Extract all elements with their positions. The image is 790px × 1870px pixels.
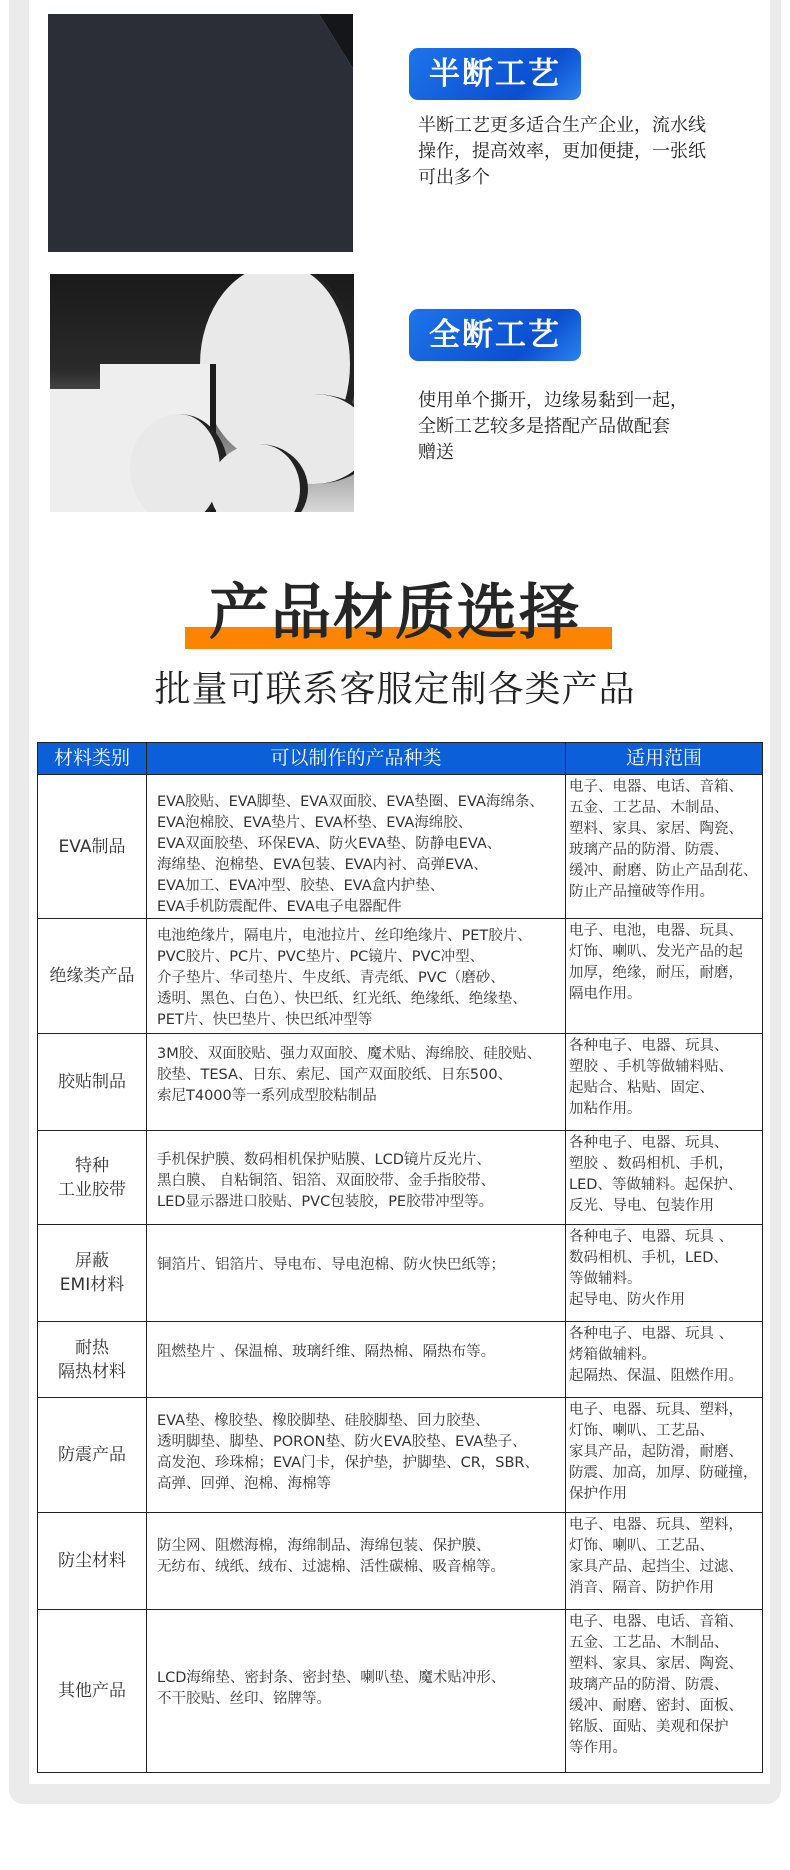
half-cut-product-photo [48,14,353,252]
cell-products [147,1322,566,1398]
table-row [38,1610,763,1773]
cell-scope [566,1034,763,1131]
category-text: 防尘材料 [58,1551,126,1571]
products-text: 3M胶、双面胶贴、强力双面胶、魔术贴、海绵胶、硅胶贴、 胶垫、TESA、日东、索尼、国产双面胶纸、日东500、 索尼T4000等一系列成型胶粘制品 [157,1046,542,1104]
scope-text: 电子、电池，电器、玩具、 灯饰、喇叭、发光产品的起 加厚，绝缘，耐压，耐磨， 隔电作用。 [569,923,743,1002]
category-text: 其他产品 [58,1681,126,1701]
cell-products [147,1398,566,1513]
scope-text: 电子、电器、电话、音箱、 五金、工艺品、木制品、 塑料、家具、家居、陶瓷、 玻璃产品的防滑、防震、 缓冲、耐磨、防止产品刮花、 防止产品撞破等作用。 [569,779,758,900]
cell-products [147,919,566,1034]
full-cut-description: 使用单个撕开，边缘易黏到一起， 全断工艺较多是搭配产品做配套 赠送 [418,390,688,463]
header-scope: 适用范围 [566,743,763,775]
cell-category [38,1398,147,1513]
category-text: 耐热 隔热材料 [58,1337,126,1382]
cell-category [38,919,147,1034]
section-title: 产品材质选择 [209,578,581,648]
products-text: EVA垫、橡胶垫、橡胶脚垫、硅胶脚垫、回力胶垫、 透明脚垫、脚垫、PORON垫、防火EVA胶垫、EVA垫子、 高发泡、珍珠棉；EVA门卡，保护垫，护脚垫、CR，SBR、 高弹、回弹、泡棉、海棉等 [157,1413,539,1492]
header-category: 材料类别 [38,743,147,775]
full-cut-badge: 全断工艺 [409,309,581,361]
cell-category [38,1322,147,1398]
cell-category [38,1610,147,1773]
scope-text: 电子、电器、玩具、塑料， 灯饰、喇叭、工艺品、 家具产品、起挡尘、过滤、 消音、隔音、防护作用 [569,1517,743,1596]
cell-scope [566,1513,763,1610]
scope-text: 电子、电器、玩具、塑料， 灯饰、喇叭、工艺品、 家具产品，起防滑，耐磨、 防震、加高，加厚、防碰撞， 保护作用 [569,1402,758,1502]
cell-products [147,775,566,919]
category-text: EVA制品 [58,836,126,857]
category-text: 屏蔽 EMI材料 [59,1251,125,1295]
half-cut-description: 半断工艺更多适合生产企业，流水线 操作，提高效率，更加便捷，一张纸 可出多个 [418,115,706,188]
table-row [38,919,763,1034]
cell-scope [566,1322,763,1398]
table-row [38,1225,763,1322]
cell-products [147,1131,566,1225]
cell-scope [566,1131,763,1225]
half-cut-badge: 半断工艺 [409,48,581,100]
cell-products [147,1034,566,1131]
cell-category [38,1131,147,1225]
category-text: 特种 工业胶带 [58,1155,126,1200]
products-text: 电池绝缘片，隔电片，电池拉片、丝印绝缘片、PET胶片、 PVC胶片、PC片、PVC垫片、PC镜片、PVC冲型、 介子垫片、华司垫片、牛皮纸、青壳纸、PVC（磨砂、 透明、黑色、白色）、快巴纸、红光纸、绝缘纸、绝缘垫、 PET片、快巴垫片、快巴纸冲型等 [157,928,532,1028]
scope-text: 各种电子、电器、玩具 、 数码相机、手机，LED、 等做辅料。 起导电、防火作用 [569,1229,734,1308]
products-text: 手机保护膜、数码相机保护贴膜、LCD镜片反光片、 黑白膜、 自粘铜箔、铝箔、双面胶带、金手指胶带、 LED显示器进口胶贴、PVC包装胶，PE胶带冲型等。 [157,1152,496,1210]
products-text: 防尘网、阻燃海棉，海绵制品、海绵包装、保护膜、 无纺布、绒纸、绒布、过滤棉、活性碳棉、吸音棉等。 [157,1538,505,1575]
category-text: 绝缘类产品 [49,966,135,986]
cell-products [147,1225,566,1322]
table-row [38,1513,763,1610]
cell-scope [566,1398,763,1513]
cell-products [147,1610,566,1773]
scope-text: 各种电子、电器、玩具、 塑胶 、数码相机、手机， LED、等做辅料。起保护、 反光、导电、包装作用 [569,1135,743,1214]
material-table [37,742,763,1773]
cell-scope [566,1610,763,1773]
category-text: 胶贴制品 [58,1072,126,1092]
cell-products [147,1513,566,1610]
products-text: 铜箔片、铝箔片、导电布、导电泡棉、防火快巴纸等； [157,1257,505,1273]
products-text: 阻燃垫片 、保温棉、玻璃纤维、隔热棉、隔热布等。 [157,1344,496,1360]
cell-category [38,1034,147,1131]
products-text: LCD海绵垫、密封条、密封垫、喇叭垫、魔术贴冲形、 不干胶贴、丝印、铭牌等。 [157,1670,506,1707]
table-row [38,1034,763,1131]
cell-scope [566,1225,763,1322]
cell-scope [566,919,763,1034]
cell-category [38,1225,147,1322]
table-header-row [38,743,763,775]
table-row [38,1398,763,1513]
scope-text: 电子、电器、电话、音箱、 五金、工艺品、木制品、 塑料、家具、家居、陶瓷、 玻璃产品的防滑、防震、 缓冲、耐磨、密封、面板、 铭版、面贴、美观和保护 等作用。 [569,1614,743,1756]
table-row [38,1322,763,1398]
cell-scope [566,775,763,919]
cell-category [38,1513,147,1610]
full-cut-product-photo [50,274,354,512]
cell-category [38,775,147,919]
table-row [38,775,763,919]
table-row [38,1131,763,1225]
products-text: EVA胶贴、EVA脚垫、EVA双面胶、EVA垫圈、EVA海绵条、 EVA泡棉胶、EVA垫片、EVA杯垫、EVA海绵胶、 EVA双面胶垫、环保EVA、防火EVA垫、防静电EVA、 海绵垫、泡棉垫、EVA包装、EVA内衬、高弹EVA、 EVA加工、EVA冲型、胶垫、EVA盒内护垫、 EVA手机防震配件、EVA电子电器配件 [157,794,544,915]
scope-text: 各种电子、电器、玩具 、 烤箱做辅料。 起隔热、保温、阻燃作用。 [569,1326,743,1384]
header-products: 可以制作的产品种类 [147,743,566,775]
scope-text: 各种电子、电器、玩具、 塑胶 、手机等做辅料贴、 起贴合、粘贴、固定、 加粘作用。 [569,1038,734,1117]
section-subtitle: 批量可联系客服定制各类产品 [154,669,636,710]
category-text: 防震产品 [58,1445,126,1465]
